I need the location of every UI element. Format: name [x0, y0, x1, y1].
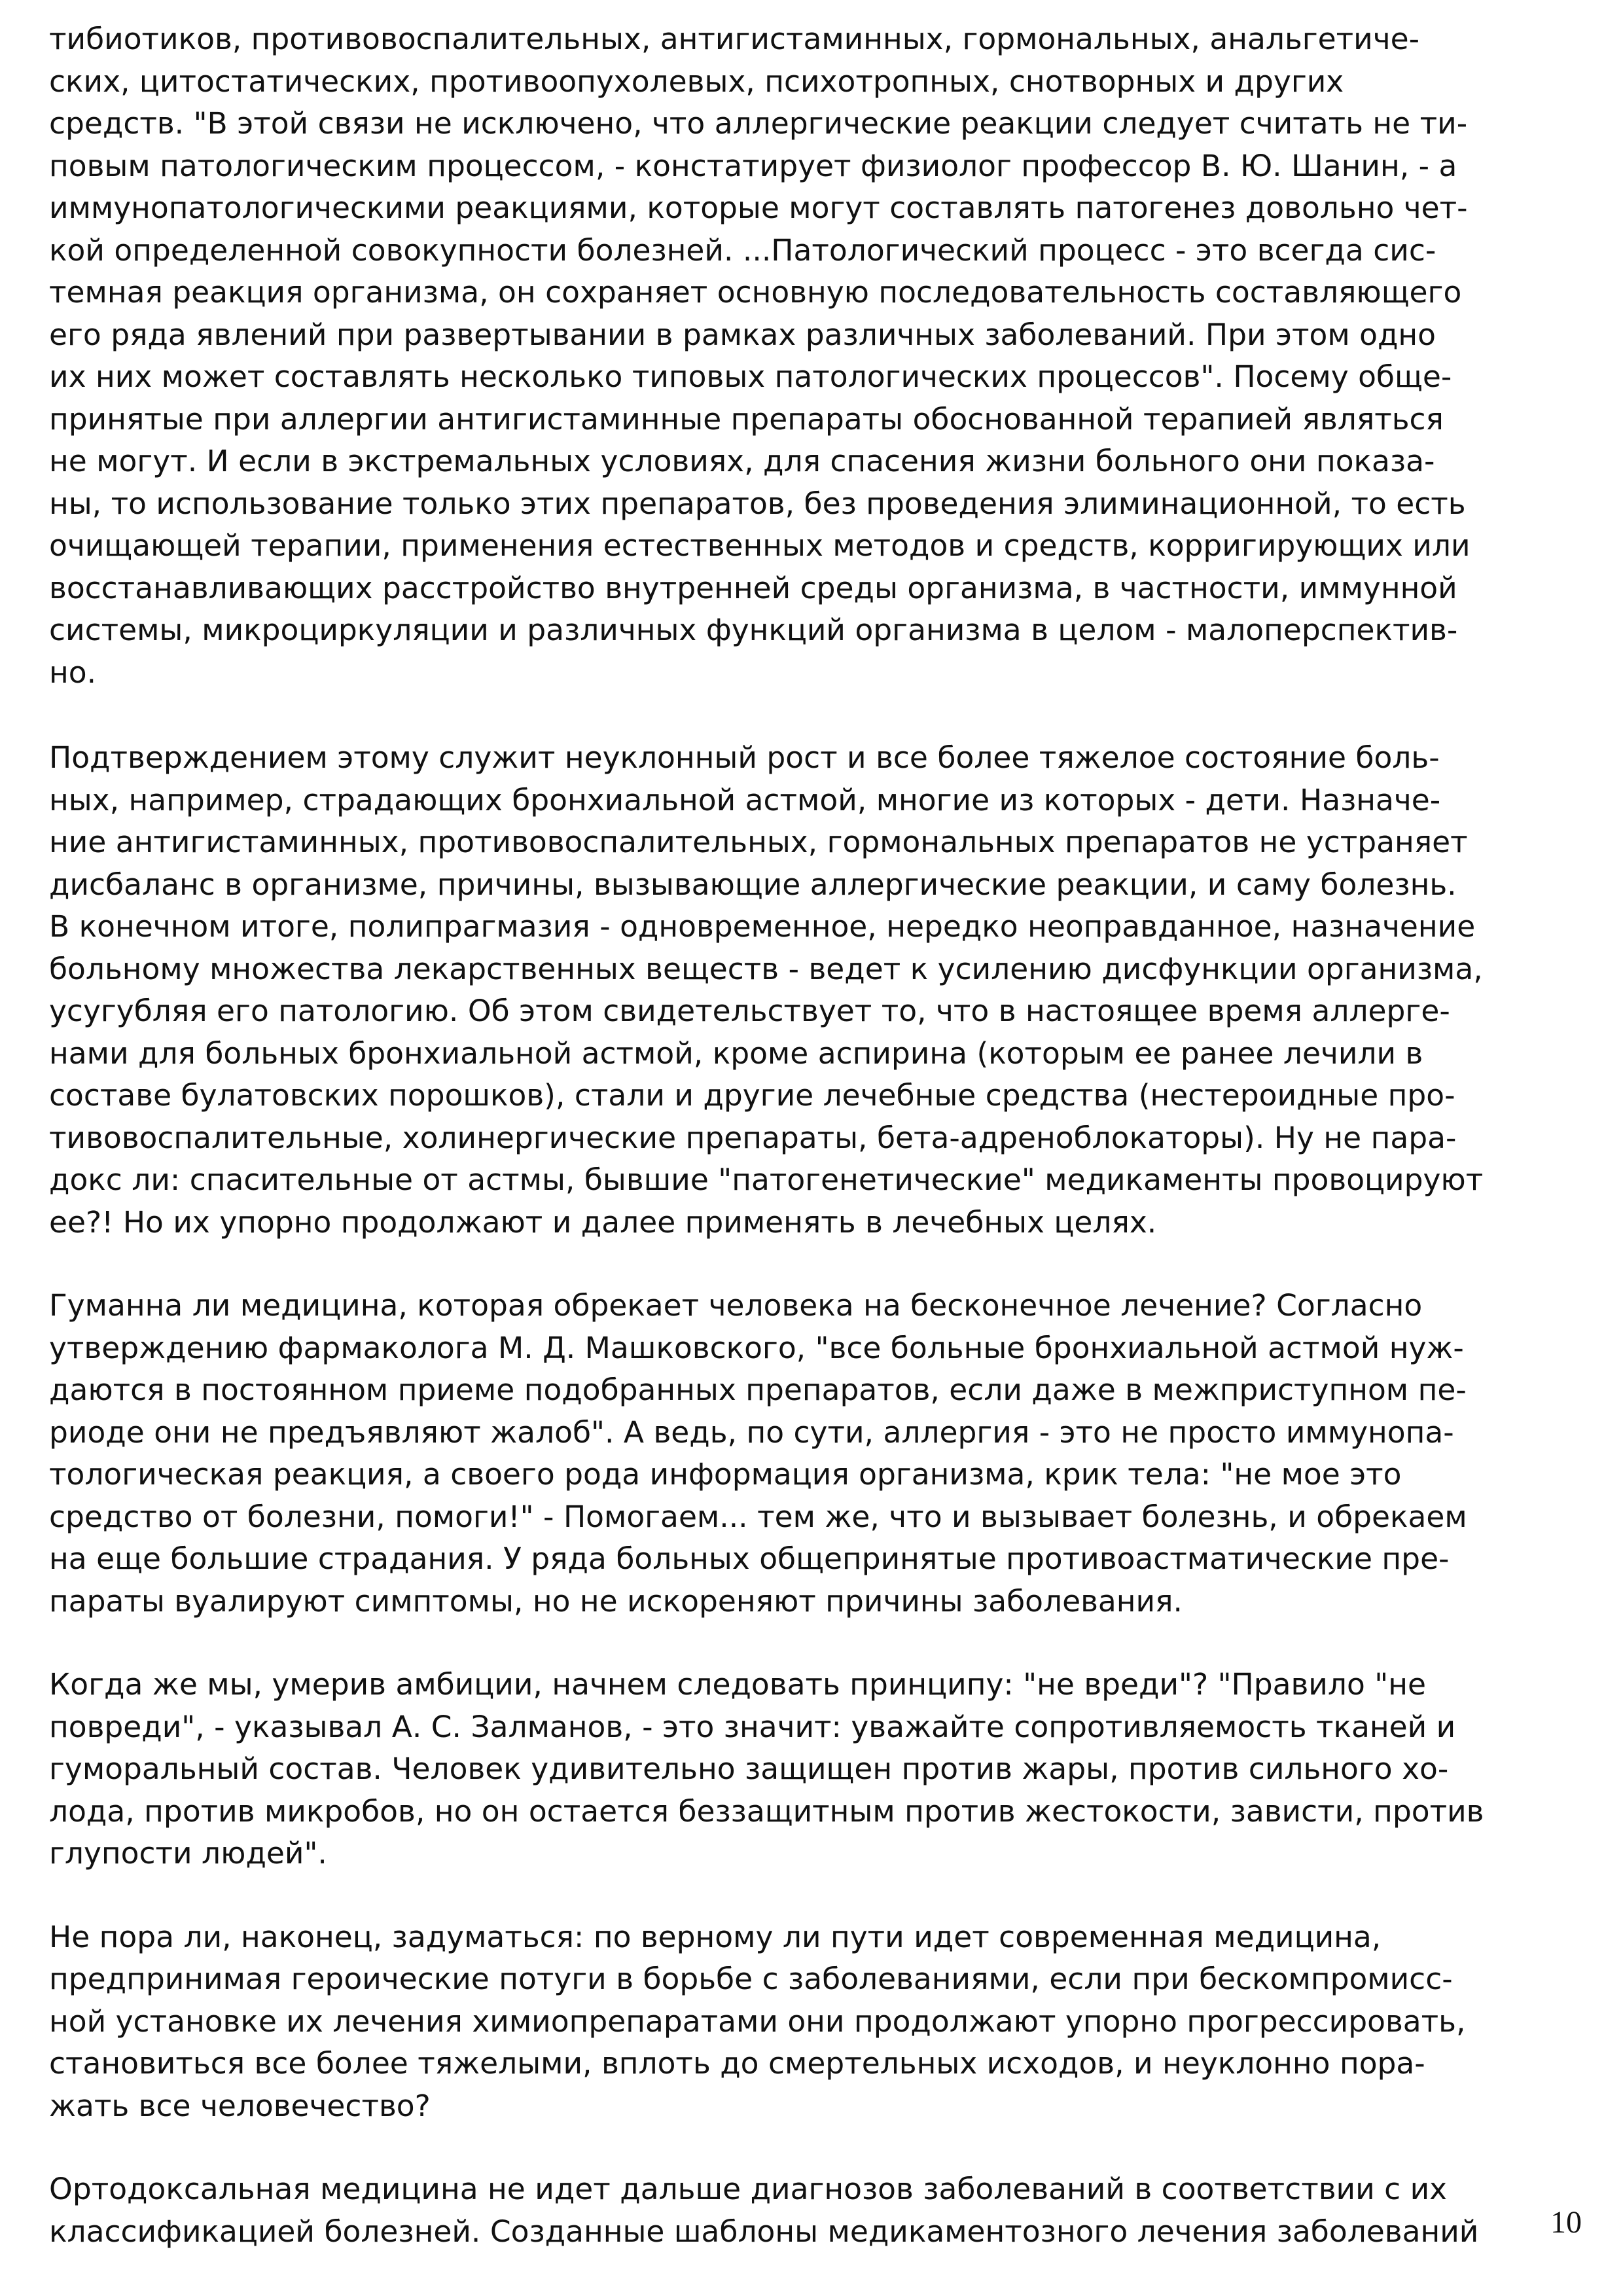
text-line: тологическая реакция, а своего рода информация организма, крик тела: "не мое это — [49, 1457, 1402, 1492]
paragraph-4 — [49, 1664, 1580, 1875]
text-line: его ряда явлений при развертывании в рамках различных заболеваний. При этом одно — [49, 317, 1436, 352]
text-line: тибиотиков, противовоспалительных, антигистаминных, гормональных, анальгетиче- — [49, 22, 1420, 56]
text-line: но. — [49, 655, 97, 690]
text-line: глупости людей". — [49, 1836, 327, 1871]
text-line: ны, то использование только этих препаратов, без проведения элиминационной, то есть — [49, 486, 1466, 521]
text-line: становиться все более тяжелыми, вплоть до смертельных исходов, и неуклонно пора- — [49, 2046, 1425, 2081]
text-line: очищающей терапии, применения естественных методов и средств, корригирующих или — [49, 528, 1471, 563]
text-line: дисбаланс в организме, причины, вызывающие аллергические реакции, и саму болезнь. — [49, 867, 1457, 902]
text-line: принятые при аллергии антигистаминные препараты обоснованной терапией являться — [49, 401, 1444, 437]
text-line: на еще большие страдания. У ряда больных общепринятые противоастматические пре- — [49, 1541, 1450, 1576]
text-line: усугубляя его патологию. Об этом свидетельствует то, что в настоящее время аллерге- — [49, 994, 1450, 1028]
text-line: составе булатовских порошков), стали и другие лечебные средства (нестероидные про- — [49, 1078, 1455, 1113]
paragraph-6 — [49, 2168, 1580, 2253]
text-line: ние антигистаминных, противовоспалительных, гормональных препаратов не устраняет — [49, 825, 1468, 859]
text-line: темная реакция организма, он сохраняет основную последовательность составляющего — [49, 275, 1462, 310]
text-line: предпринимая героические потуги в борьбе с заболеваниями, если при бескомпромисс- — [49, 1962, 1453, 1996]
text-line: средств. "В этой связи не исключено, что аллергические реакции следует считать не ти- — [49, 106, 1468, 141]
text-line: классификацией болезней. Созданные шаблоны медикаментозного лечения заболеваний — [49, 2214, 1479, 2249]
text-line: восстанавливающих расстройство внутренней среды организма, в частности, иммунной — [49, 570, 1457, 605]
text-line: ной установке их лечения химиопрепаратами они продолжают упорно прогрессировать, — [49, 2003, 1466, 2039]
text-line: нами для больных бронхиальной астмой, кроме аспирина (которым ее ранее лечили в — [49, 1035, 1423, 1071]
text-line: жать все человечество? — [49, 2088, 431, 2123]
text-line: ее?! Но их упорно продолжают и далее применять в лечебных целях. — [49, 1204, 1157, 1240]
paragraph-1 — [49, 18, 1580, 694]
document-body — [49, 18, 1580, 2253]
text-line: даются в постоянном приеме подобранных препаратов, если даже в межприступном пе- — [49, 1372, 1467, 1407]
text-line: Подтверждением этому служит неуклонный рост и все более тяжелое состояние боль- — [49, 740, 1440, 775]
text-line: утверждению фармаколога М. Д. Машковского, "все больные бронхиальной астмой нуж- — [49, 1330, 1464, 1365]
text-line: Не пора ли, наконец, задуматься: по верному ли пути идет современная медицина, — [49, 1919, 1382, 1954]
text-line: ских, цитостатических, противоопухолевых, психотропных, снотворных и других — [49, 63, 1344, 99]
page-number: 10 — [1550, 2205, 1582, 2240]
text-line: средство от болезни, помоги!" - Помогаем... тем же, что и вызывает болезнь, и обрекаем — [49, 1499, 1467, 1534]
text-line: тивовоспалительные, холинергические препараты, бета-адреноблокаторы). Ну не пара- — [49, 1120, 1457, 1155]
text-line: не могут. И если в экстремальных условиях, для спасения жизни больного они показа- — [49, 444, 1435, 478]
text-line: В конечном итоге, полипрагмазия - одновременное, нередко неоправданное, назначение — [49, 909, 1476, 944]
paragraph-5 — [49, 1916, 1580, 2128]
text-line: гуморальный состав. Человек удивительно защищен против жары, против сильного хо- — [49, 1751, 1449, 1786]
text-line: иммунопатологическими реакциями, которые могут составлять патогенез довольно чет- — [49, 190, 1468, 225]
text-line: риоде они не предъявляют жалоб". А ведь, по сути, аллергия - это не просто иммунопа- — [49, 1414, 1454, 1450]
text-line: лода, против микробов, но он остается беззащитным против жестокости, зависти, против — [49, 1793, 1484, 1829]
paragraph-3 — [49, 1285, 1580, 1623]
text-line: повым патологическим процессом, - констатирует физиолог профессор В. Ю. Шанин, - а — [49, 148, 1457, 183]
text-line: Ортодоксальная медицина не идет дальше диагнозов заболеваний в соответствии с их — [49, 2172, 1448, 2206]
text-line: Когда же мы, умерив амбиции, начнем следовать принципу: "не вреди"? "Правило "не — [49, 1667, 1426, 1702]
text-line: ных, например, страдающих бронхиальной астмой, многие из которых - дети. Назначе- — [49, 782, 1441, 817]
text-line: кой определенной совокупности болезней. ...Патологический процесс - это всегда сис- — [49, 232, 1436, 268]
text-line: их них может составлять несколько типовых патологических процессов". Посему обще- — [49, 359, 1452, 394]
text-line: Гуманна ли медицина, которая обрекает человека на бесконечное лечение? Согласно — [49, 1288, 1423, 1323]
text-line: системы, микроциркуляции и различных функций организма в целом - малоперспектив- — [49, 613, 1458, 647]
text-line: докс ли: спасительные от астмы, бывшие "патогенетические" медикаменты провоцируют — [49, 1162, 1484, 1197]
text-line: параты вуалируют симптомы, но не искореняют причины заболевания. — [49, 1583, 1183, 1619]
text-line: больному множества лекарственных веществ - ведет к усилению дисфункции организма, — [49, 951, 1483, 986]
paragraph-2 — [49, 737, 1580, 1244]
text-line: повреди", - указывал А. С. Залманов, - это значит: уважайте сопротивляемость тканей и — [49, 1709, 1456, 1744]
